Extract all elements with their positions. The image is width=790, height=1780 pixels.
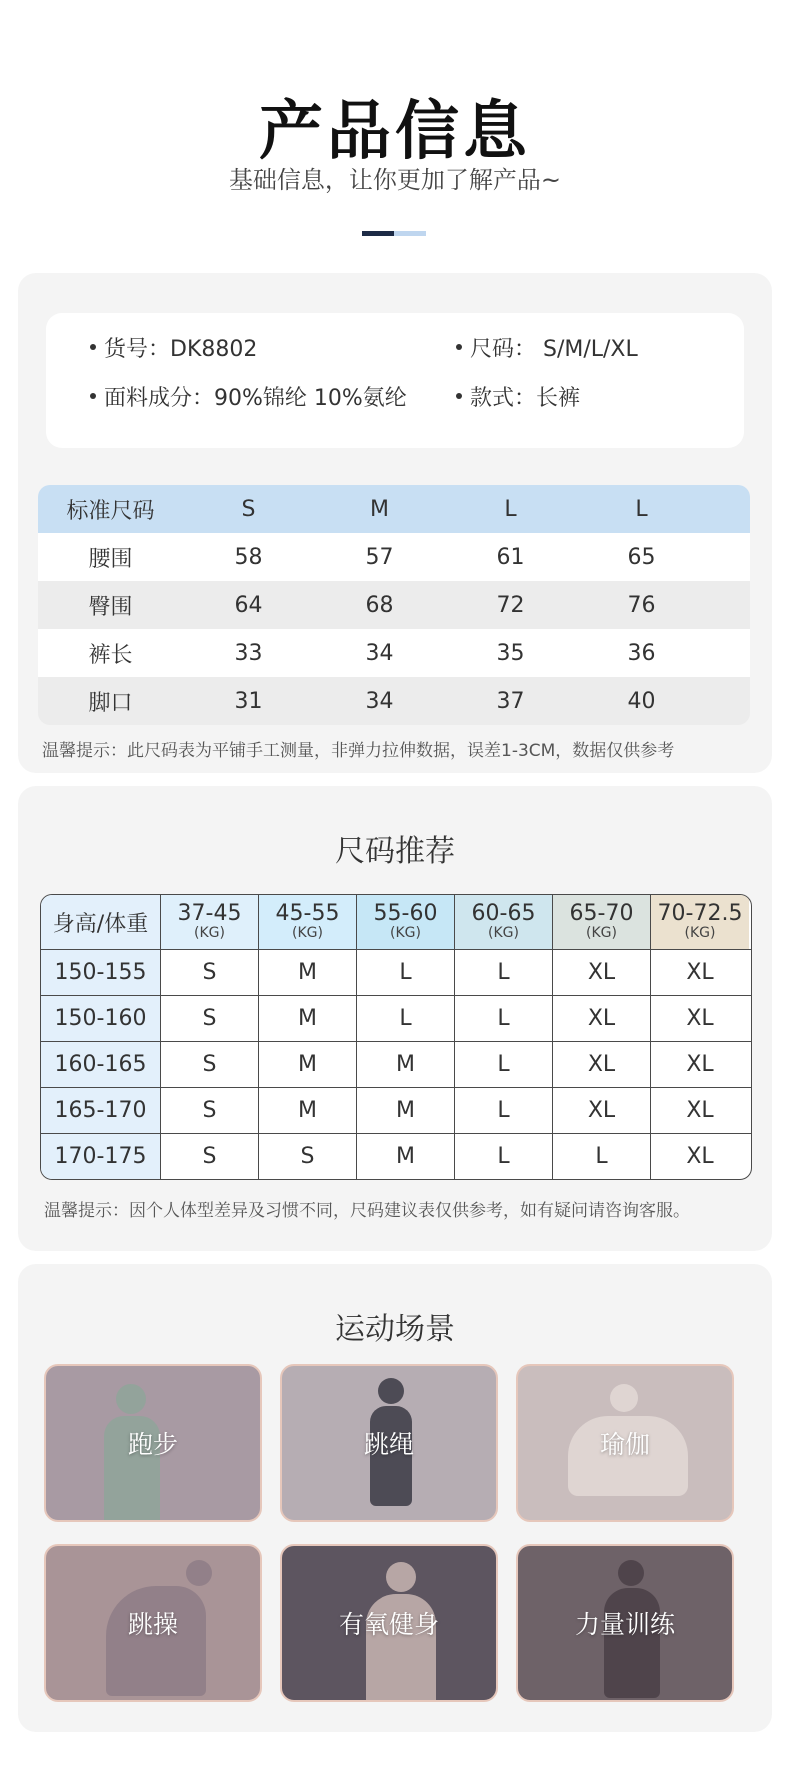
table-cell: 35 (496, 640, 525, 666)
page-subtitle: 基础信息，让你更加了解产品~ (228, 166, 562, 194)
table-row (41, 1134, 751, 1179)
product-info-section (18, 273, 772, 773)
weight-unit: (KG) (586, 925, 617, 941)
size-table-note: 温馨提示：此尺码表为平铺手工测量，非弹力拉伸数据，误差1-3CM，数据仅供参考 (42, 741, 675, 761)
size-cell: XL (553, 996, 651, 1041)
size-header-cell: S (241, 496, 256, 522)
weight-header (259, 895, 357, 949)
bullet-icon (456, 393, 462, 399)
weight-unit: (KG) (390, 925, 421, 941)
weight-range: 55-60 (373, 901, 438, 926)
corner-header: 身高/体重 (41, 895, 161, 949)
weight-range: 37-45 (177, 901, 242, 926)
scene-card-cardio (280, 1544, 498, 1702)
size-cell: XL (553, 1088, 651, 1133)
size-cell: S (161, 950, 259, 995)
table-row (38, 581, 750, 629)
sport-scenes-section (18, 1264, 772, 1732)
size-cell: S (161, 1088, 259, 1133)
size-cell: L (553, 1134, 651, 1179)
scene-label: 跳操 (127, 1610, 178, 1639)
weight-header (651, 895, 749, 949)
height-cell: 150-160 (41, 996, 161, 1041)
size-cell: S (161, 1134, 259, 1179)
info-style (456, 381, 580, 412)
size-cell: XL (686, 1052, 714, 1077)
table-cell: 58 (234, 544, 263, 570)
recommend-header-row (41, 895, 751, 950)
weight-header (161, 895, 259, 949)
info-sizes (456, 332, 638, 363)
item-number-text: 货号：DK8802 (104, 337, 258, 362)
table-row (41, 950, 751, 996)
bullet-icon (90, 393, 96, 399)
table-cell: 34 (365, 688, 394, 714)
scene-card-aerobics (44, 1544, 262, 1702)
table-cell: 31 (234, 688, 263, 714)
table-row (38, 629, 750, 677)
table-cell: 40 (627, 688, 656, 714)
weight-header (357, 895, 455, 949)
bullet-icon (90, 344, 96, 350)
size-cell: L (357, 996, 455, 1041)
page-title: 产品信息 (259, 95, 531, 169)
table-cell: 33 (234, 640, 263, 666)
size-cell: L (455, 1134, 553, 1179)
size-cell: M (259, 996, 357, 1041)
material-text: 面料成分：90%锦纶 10%氨纶 (104, 386, 407, 411)
scene-card-strength (516, 1544, 734, 1702)
info-material (90, 381, 407, 412)
scene-label: 跑步 (127, 1430, 178, 1459)
recommend-title: 尺码推荐 (335, 834, 455, 869)
size-cell: M (259, 1042, 357, 1087)
weight-header (455, 895, 553, 949)
size-cell: L (455, 996, 553, 1041)
recommend-note: 温馨提示：因个人体型差异及习惯不同，尺码建议表仅供参考，如有疑问请咨询客服。 (44, 1201, 690, 1221)
size-header-cell: 标准尺码 (66, 498, 155, 524)
row-label: 臀围 (88, 594, 133, 620)
height-cell: 150-155 (41, 950, 161, 995)
sizes-text: 尺码： S/M/L/XL (470, 337, 638, 362)
table-cell: 57 (365, 544, 394, 570)
size-cell: XL (686, 1098, 714, 1123)
table-row (38, 677, 750, 725)
size-cell: XL (686, 1006, 714, 1031)
table-cell: 36 (627, 640, 656, 666)
weight-unit: (KG) (684, 925, 716, 941)
height-cell: 160-165 (41, 1042, 161, 1087)
size-table-header (38, 485, 750, 533)
table-cell: 64 (234, 592, 263, 618)
table-row (41, 996, 751, 1042)
size-cell: M (259, 950, 357, 995)
weight-header (553, 895, 651, 949)
size-cell: S (161, 996, 259, 1041)
recommend-table (40, 894, 752, 1180)
size-header-cell: M (370, 496, 389, 522)
table-cell: 37 (496, 688, 525, 714)
size-table (38, 485, 750, 725)
height-cell: 165-170 (41, 1088, 161, 1133)
weight-range: 65-70 (569, 901, 634, 926)
size-header-cell: L (504, 496, 517, 522)
size-cell: XL (553, 1042, 651, 1087)
size-cell: M (357, 1088, 455, 1133)
table-row (38, 533, 750, 581)
weight-range: 70-72.5 (657, 901, 743, 926)
size-cell: M (357, 1134, 455, 1179)
table-cell: 61 (496, 544, 525, 570)
bullet-icon (456, 344, 462, 350)
weight-unit: (KG) (488, 925, 519, 941)
size-cell: L (455, 950, 553, 995)
table-cell: 65 (627, 544, 656, 570)
scene-label: 力量训练 (574, 1610, 675, 1639)
weight-unit: (KG) (194, 925, 225, 941)
scene-label: 跳绳 (363, 1430, 414, 1459)
table-cell: 34 (365, 640, 394, 666)
weight-range: 45-55 (275, 901, 340, 926)
size-cell: S (161, 1042, 259, 1087)
scene-label: 瑜伽 (599, 1430, 650, 1459)
size-cell: M (357, 1042, 455, 1087)
size-cell: S (259, 1134, 357, 1179)
row-label: 脚口 (88, 690, 133, 716)
table-row (41, 1042, 751, 1088)
scene-card-yoga (516, 1364, 734, 1522)
underline-light-segment (394, 231, 426, 236)
size-cell: M (259, 1088, 357, 1133)
table-row (41, 1088, 751, 1134)
product-info-card (46, 313, 744, 448)
weight-range: 60-65 (471, 901, 536, 926)
scene-card-running (44, 1364, 262, 1522)
scenes-title: 运动场景 (335, 1312, 455, 1347)
underline-dark-segment (362, 231, 394, 236)
size-cell: XL (686, 1144, 714, 1169)
size-cell: L (357, 950, 455, 995)
size-cell: XL (686, 960, 714, 985)
size-cell: L (455, 1042, 553, 1087)
row-label: 裤长 (88, 642, 133, 668)
info-item-number (90, 332, 257, 363)
table-cell: 76 (627, 592, 656, 618)
scene-label: 有氧健身 (338, 1610, 439, 1639)
title-underline (362, 231, 426, 236)
style-text: 款式：长裤 (470, 386, 581, 411)
size-cell: XL (553, 950, 651, 995)
table-cell: 72 (496, 592, 525, 618)
weight-unit: (KG) (292, 925, 323, 941)
scene-card-jump-rope (280, 1364, 498, 1522)
height-cell: 170-175 (41, 1134, 161, 1179)
size-cell: L (455, 1088, 553, 1133)
size-recommend-section (18, 786, 772, 1251)
table-cell: 68 (365, 592, 394, 618)
row-label: 腰围 (88, 546, 133, 572)
size-header-cell: L (635, 496, 648, 522)
